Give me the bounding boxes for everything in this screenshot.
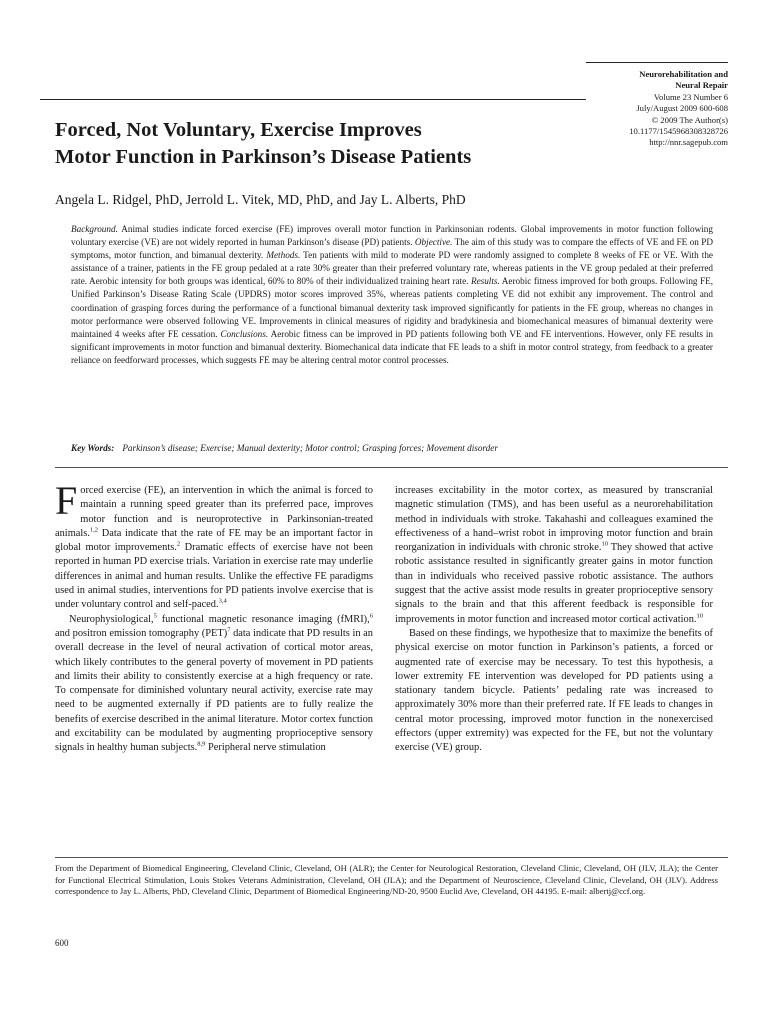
citation[interactable]: 6 bbox=[369, 612, 373, 620]
body-text: functional magnetic resonance imaging (fMRI), bbox=[156, 613, 370, 625]
abstract-methods: Ten patients with mild to moderate PD were randomly assigned to complete 8 weeks of FE or VE. With the assistance of a trainer, patients in the FE group pedaled at a rate 30% greater than their preferred voluntary rate, whereas patients in the VE group pedaled at their preferred rate. Aerobic intensity for both groups was identical, 60% to 80% of their individualized training heart rate. bbox=[71, 250, 713, 287]
title-line-2: Motor Function in Parkinson’s Disease Patients bbox=[55, 146, 472, 168]
journal-url[interactable]: http://nnr.sagepub.com bbox=[649, 137, 728, 148]
page-number: 600 bbox=[55, 938, 69, 948]
body-paragraph bbox=[55, 613, 373, 756]
body-text: data indicate that PD results in an overall decrease in the level of neural activation of cortical motor areas, which likely contributes to the general poverty of movement in PD patients and limits their ability to consistently exercise at a high frequency or rate. To compensate for diminished voluntary neural activity, exercise rate may need to be augmented externally if PD patients are to fully realize the benefits of exercise described in the animal literature. Motor cortex function and excitability can be modulated by augmenting proprioceptive sensory signals in healthy human subjects. bbox=[55, 627, 373, 754]
abstract-heading-results: Results. bbox=[470, 276, 500, 287]
body-text: orced exercise (FE), an intervention in which the animal is forced to maintain a running speed greater than its preferred pace, improves motor function and is neuroprotective in Parkinsonian-treated animals. bbox=[55, 485, 373, 539]
citation[interactable]: 1,2 bbox=[89, 526, 99, 534]
abstract-objective: The aim of this study was to compare the effects of VE and FE on PD symptoms, motor function, and bimanual dexterity. bbox=[71, 237, 713, 261]
keywords-label: Key Words: bbox=[71, 443, 115, 453]
journal-date-pages: July/August 2009 600-608 bbox=[636, 103, 728, 114]
body-paragraph: Based on these findings, we hypothesize that to maximize the benefits of physical exercise on motor function in Parkinson’s patients, a forced or augmented rate of exercise may be necessary. To test this hypothesis, a lower extremity FE intervention was developed for PD patients using a stationary tandem bicycle. Patients’ pedaling rate was increased to approximately 30% more than their preferred rate. If FE leads to changes in central motor processing, improved motor function in the nonexercised effectors (upper extremity) was expected for the FE, but not the voluntary exercise (VE) group. bbox=[395, 627, 713, 754]
journal-name-line1: Neurorehabilitation and bbox=[639, 69, 728, 79]
keywords-rule bbox=[55, 467, 728, 468]
journal-name-line2: Neural Repair bbox=[675, 80, 728, 91]
abstract-background: Animal studies indicate forced exercise (FE) improves overall motor function in Parkinsonian rodents. Global improvements in motor function following voluntary exercise (VE) are not widely reported in human Parkinson’s disease (PD) patients. bbox=[71, 224, 713, 248]
keywords-text: Parkinson’s disease; Exercise; Manual dexterity; Motor control; Grasping forces; Movement disorder bbox=[122, 443, 498, 453]
abstract bbox=[71, 223, 713, 367]
abstract-conclusions: Aerobic fitness can be improved in PD patients following both VE and FE interventions. However, only FE results in significant improvements in motor function and bimanual dexterity. Biomechanical data indicate that FE leads to a shift in motor control strategy, from feedback to a greater reliance on feedforward processes, which suggests FE may be altering central motor control processes. bbox=[71, 328, 713, 365]
journal-doi: 10.1177/1545968308328726 bbox=[629, 126, 728, 137]
citation[interactable]: 5 bbox=[153, 612, 157, 620]
drop-cap: F bbox=[55, 478, 78, 523]
title-line-1: Forced, Not Voluntary, Exercise Improves bbox=[55, 119, 422, 141]
header-rule bbox=[40, 99, 586, 100]
affiliation-footnote: From the Department of Biomedical Engineering, Cleveland Clinic, Cleveland, OH (ALR); the Center for Neurological Restoration, Cleveland Clinic, Cleveland, OH (JLV, JLA); the Center for Functional Electrical Stimulation, Louis Stokes Veterans Administration, Cleveland, OH (JLA); and the Department of Neuroscience, Cleveland Clinic, Cleveland, OH (JLV). Address correspondence to Jay L. Alberts, PhD, Cleveland Clinic, Department of Biomedical Engineering/ND-20, 9500 Euclid Ave, Cleveland, OH 44195. E-mail: albertj@ccf.org. bbox=[55, 863, 718, 897]
keywords bbox=[71, 442, 713, 455]
abstract-heading-methods: Methods. bbox=[266, 250, 301, 261]
citation[interactable]: 8,9 bbox=[197, 740, 206, 748]
citation[interactable]: 10 bbox=[696, 612, 704, 620]
citation[interactable]: 7 bbox=[227, 626, 231, 634]
body-text: Data indicate that the rate of FE may be an important factor in global motor improvements. bbox=[55, 527, 373, 554]
body-text: They showed that active robotic assistance resulted in significantly greater gains in motor function than in individuals who received passive robotic assistance. The authors suggest that the active assist mode results in greater proprioceptive sensory signals to the brain and that this afferent feedback is responsible for improvements in motor function and increased motor cortical activation. bbox=[395, 542, 714, 625]
abstract-results: Aerobic fitness improved for both groups. Following FE, Unified Parkinson’s Disease Rating Scale (UPDRS) motor scores improved 35%, whereas patients completing VE did not exhibit any improvement. The control and coordination of grasping forces during the performance of a functional bimanual dexterity task improved significantly for patients in the FE group, whereas no changes in motor performance were observed following VE. Improvements in clinical measures of rigidity and bradykinesia and biomechanical measures of bimanual dexterity were maintained 4 weeks after FE cessation. bbox=[71, 276, 713, 339]
abstract-heading-background: Background. bbox=[71, 224, 118, 234]
citation[interactable]: 3,4 bbox=[218, 597, 227, 605]
journal-info bbox=[586, 62, 728, 149]
body-text: Peripheral nerve stimulation bbox=[205, 742, 326, 754]
author-list: Angela L. Ridgel, PhD, Jerrold L. Vitek, MD, PhD, and Jay L. Alberts, PhD bbox=[55, 192, 466, 207]
article-title bbox=[55, 117, 575, 171]
body-text: increases excitability in the motor cortex, as measured by transcranial magnetic stimulation (TMS), and has been useful as a neurorehabilitation method in individuals with stroke. Takahashi and colleagues examined the effectiveness of a hand–wrist robot in improving motor function and brain reorganization in individuals with chronic stroke. bbox=[395, 485, 713, 554]
journal-copyright: © 2009 The Author(s) bbox=[651, 114, 728, 125]
body-text: Neurophysiological, bbox=[69, 613, 154, 625]
abstract-heading-objective: Objective. bbox=[414, 237, 453, 248]
abstract-heading-conclusions: Conclusions. bbox=[220, 328, 269, 339]
body-text: and positron emission tomography (PET) bbox=[55, 627, 228, 639]
body-paragraph bbox=[55, 478, 373, 613]
body-paragraph bbox=[395, 484, 713, 627]
body-column-left bbox=[55, 478, 373, 756]
journal-volume: Volume 23 Number 6 bbox=[653, 91, 728, 102]
body-column-right bbox=[395, 484, 713, 756]
citation[interactable]: 2 bbox=[176, 540, 181, 548]
body-text: Dramatic effects of exercise have not been reported in human PD exercise trials. Variation in exercise rate may underlie differences in animal and human results. Unlike the effective FE paradigms used in animal studies, interventions for PD patients involve exercise that is under voluntary control and self-paced. bbox=[55, 542, 373, 611]
footnote-rule bbox=[55, 857, 728, 858]
citation[interactable]: 10 bbox=[601, 540, 608, 548]
